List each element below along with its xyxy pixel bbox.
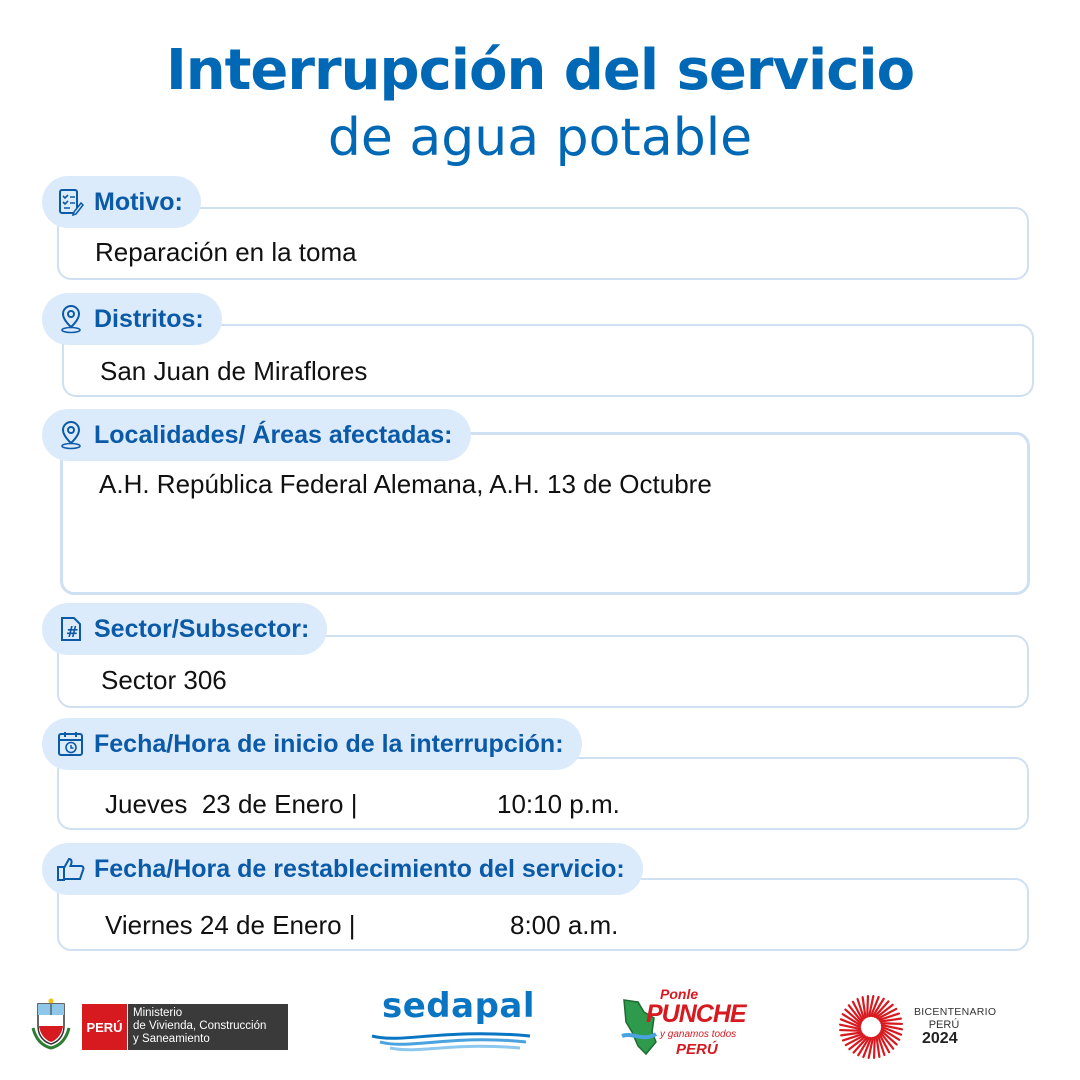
sector-value: Sector 306: [101, 665, 227, 695]
motivo-value: Reparación en la toma: [95, 237, 357, 267]
sun-ray: [867, 996, 868, 1017]
ponle-line3: y ganamos todos: [660, 1029, 737, 1040]
calendar-clock-icon: [56, 729, 86, 759]
motivo-label-pill: [42, 176, 201, 228]
inicio-label: Fecha/Hora de inicio de la interrupción:: [94, 729, 564, 758]
inicio-label-pill: [42, 718, 582, 770]
ponle-line1: Ponle: [660, 986, 699, 1002]
restablecimiento-label-pill: [42, 843, 643, 895]
motivo-box: [57, 207, 1029, 280]
location-pin-icon: [56, 304, 86, 334]
motivo-label: Motivo:: [94, 187, 183, 216]
ponle-line4: PERÚ: [676, 1041, 718, 1058]
ministry-line1: Ministerio: [133, 1007, 183, 1019]
distritos-value: San Juan de Miraflores: [100, 356, 368, 386]
hash-icon: [56, 614, 86, 644]
ministry-line3: y Saneamiento: [133, 1033, 210, 1045]
peru-label: PERÚ: [82, 1004, 127, 1050]
peru-shield-icon: [30, 998, 72, 1054]
sector-label: Sector/Subsector:: [94, 614, 310, 643]
footer-logos: [0, 986, 1080, 1060]
bicentenario-line1: BICENTENARIO: [914, 1006, 997, 1018]
ministry-block: [128, 1004, 288, 1050]
sector-label-pill: [42, 603, 327, 655]
location-pin-icon: [56, 420, 86, 450]
bicentenario-line2: PERÚ: [928, 1019, 960, 1031]
distritos-label-pill: [42, 293, 222, 345]
sun-ray: [874, 1037, 875, 1058]
localidades-value: A.H. República Federal Alemana, A.H. 13 de Octubre: [99, 469, 712, 499]
ministry-line2: de Vivienda, Construcción: [133, 1020, 267, 1032]
thumbs-up-icon: [56, 854, 86, 884]
ponle-line2: PUNCHE: [646, 1000, 746, 1028]
bicentenario-sun-icon: [838, 994, 904, 1060]
restablecimiento-date: Viernes 24 de Enero |: [105, 910, 356, 940]
page-title: Interrupción del servicio: [165, 38, 915, 103]
sedapal-logo: sedapal: [382, 986, 536, 1026]
checklist-icon: [56, 187, 86, 217]
restablecimiento-label: Fecha/Hora de restablecimiento del servicio:: [94, 854, 625, 883]
localidades-label: Localidades/ Áreas afectadas:: [94, 420, 453, 449]
page-subtitle: de agua potable: [327, 108, 753, 168]
inicio-time: 10:10 p.m.: [497, 789, 620, 819]
distritos-label: Distritos:: [94, 304, 204, 333]
localidades-label-pill: [42, 409, 471, 461]
svg-text:#: #: [66, 623, 79, 641]
sun-ray: [840, 1030, 861, 1031]
sedapal-waves-icon: [370, 1030, 532, 1054]
bicentenario-line3: 2024: [922, 1030, 958, 1047]
inicio-date: Jueves 23 de Enero |: [105, 789, 358, 819]
restablecimiento-time: 8:00 a.m.: [510, 910, 619, 940]
sun-ray: [881, 1023, 902, 1024]
